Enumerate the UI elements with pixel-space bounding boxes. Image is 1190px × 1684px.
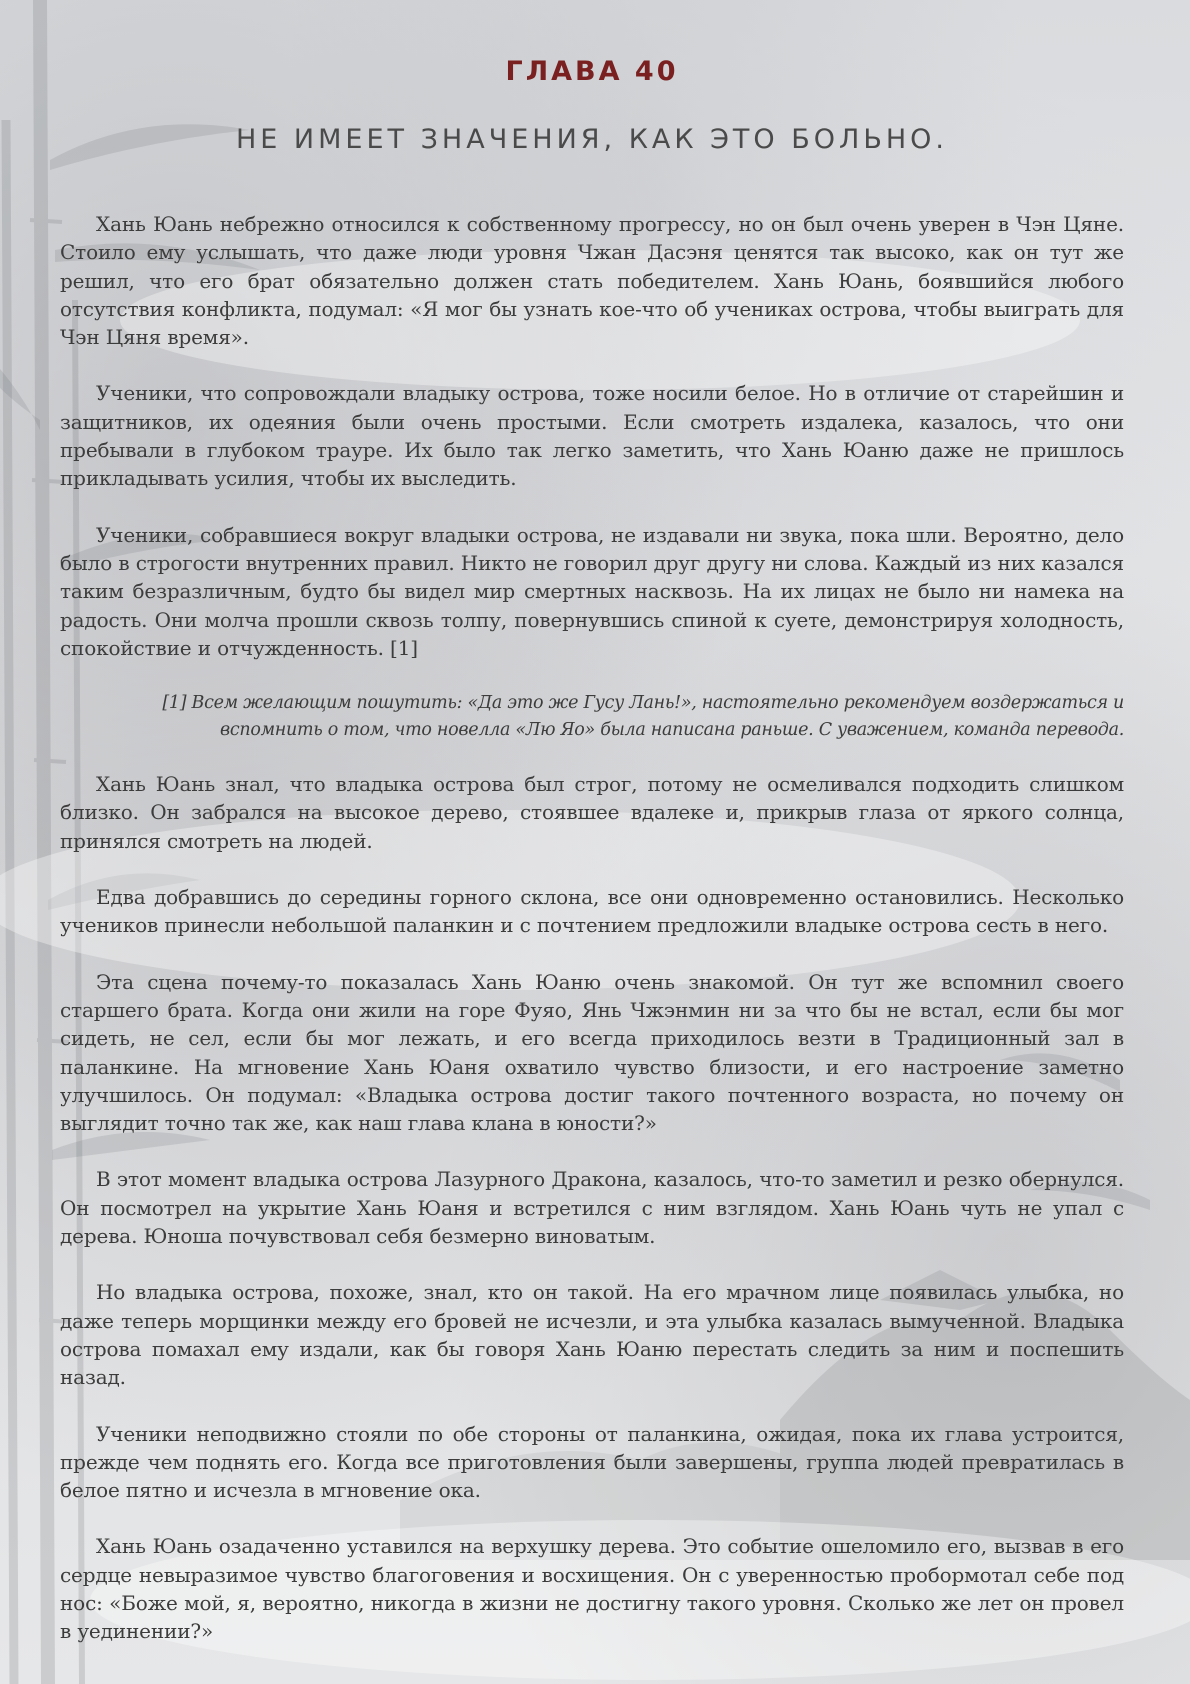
- paragraph: Едва добравшись до середины горного склона, все они одновременно остановились. Несколько учеников принесли небольшой паланкин и с почтением предложили владыке острова сесть в него.: [60, 885, 1124, 938]
- paragraph: Хань Юань знал, что владыка острова был строг, потому не осмеливался подходить слишком близко. Он забрался на высокое дерево, стоявшее вдалеке и, прикрыв глаза от яркого солнца, принялся смотреть на людей.: [60, 772, 1124, 853]
- chapter-content: [60, 40, 1124, 1674]
- paragraph: В этот момент владыка острова Лазурного Дракона, казалось, что-то заметил и резко обернулся. Он посмотрел на укрытие Хань Юаня и встретился с ним взглядом. Хань Юань чуть не упал с дерева. Юноша почувствовал себя безмерно виноватым.: [60, 1167, 1124, 1249]
- paragraph: Ученики, собравшиеся вокруг владыки острова, не издавали ни звука, пока шли. Вероятно, дело было в строгости внутренних правил. Никто не говорил друг другу ни слова. Каждый из них казался таким безразличным, будто бы видел мир смертных насквозь. На их лицах не было ни намека на радость. Они молча прошли сквозь толпу, повернувшись спиной к суете, демонстрируя холодность, спокойствие и отчужденность. [1]: [60, 522, 1124, 660]
- chapter-number: ГЛАВА 40: [505, 56, 679, 87]
- paragraph: Хань Юань озадаченно уставился на верхушку дерева. Это событие ошеломило его, вызвав в его сердце невыразимое чувство благоговения и восхищения. Он с уверенностью пробормотал себе под нос: «Боже мой, я, вероятно, никогда в жизни не достигну такого уровня. Сколько же лет он провел в уединении?»: [60, 1534, 1124, 1644]
- paragraph: Ученики, что сопровождали владыку острова, тоже носили белое. Но в отличие от старейшин и защитников, их одеяния были очень простыми. Если смотреть издалека, казалось, что они пребывали в глубоком трауре. Их было так легко заметить, что Хань Юаню даже не пришлось прикладывать усилия, чтобы их выследить.: [60, 381, 1124, 491]
- chapter-title: НЕ ИМЕЕТ ЗНАЧЕНИЯ, КАК ЭТО БОЛЬНО.: [235, 124, 949, 155]
- body-text: [60, 210, 1124, 1646]
- footnote: [1] Всем желающим пошутить: «Да это же Гусу Лань!», настоятельно рекомендуем воздержаться и вспомнить о том, что новелла «Лю Яо» была написана раньше. С уважением, команда перевода.: [162, 693, 1124, 741]
- paragraph: Эта сцена почему-то показалась Хань Юаню очень знакомой. Он тут же вспомнил своего старшего брата. Когда они жили на горе Фуяо, Янь Чжэнмин ни за что бы не встал, если бы мог сидеть, не сел, если бы мог лежать, и его всегда приходилось везти в Традиционный зал в паланкине. На мгновение Хань Юаня охватило чувство близости, и его настроение заметно улучшилось. Он подумал: «Владыка острова достиг такого почтенного возраста, но почему он выглядит точно так же, как наш глава клана в юности?»: [60, 969, 1124, 1136]
- paragraph: Хань Юань небрежно относился к собственному прогрессу, но он был очень уверен в Чэн Цяне. Стоило ему услышать, что даже люди уровня Чжан Дасэня ценятся так высоко, как он тут же решил, что его брат обязательно должен стать победителем. Хань Юань, боявшийся любого отсутствия конфликта, подумал: «Я мог бы узнать кое-что об учениках острова, чтобы выиграть для Чэн Цяня время».: [60, 212, 1124, 350]
- paragraph: Но владыка острова, похоже, знал, кто он такой. На его мрачном лице появилась улыбка, но даже теперь морщинки между его бровей не исчезли, и эта улыбка казалась вымученной. Владыка острова помахал ему издали, как бы говоря Хань Юаню перестать следить за ним и поспешить назад.: [60, 1280, 1124, 1390]
- paragraph: Ученики неподвижно стояли по обе стороны от паланкина, ожидая, пока их глава устроится, прежде чем поднять его. Когда все приготовления были завершены, группа людей превратилась в белое пятно и исчезла в мгновение ока.: [60, 1421, 1124, 1503]
